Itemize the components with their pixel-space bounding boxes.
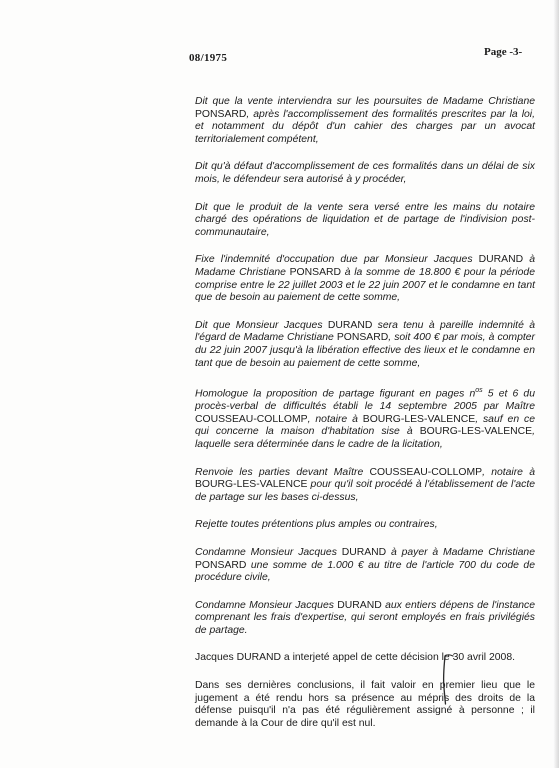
text-run: , laquelle sera déterminée dans le cadre de la licitation, xyxy=(195,426,535,450)
text-run: Dit que la vente interviendra sur les poursuites de Madame Christiane xyxy=(195,96,535,107)
paragraph-homologue-partage xyxy=(195,385,535,451)
paragraph-produit-vente xyxy=(195,202,535,240)
text-run: Fixe l'indemnité d'occupation due par Monsieur Jacques xyxy=(195,254,479,266)
place-name: BOURG-LES-VALENCE xyxy=(419,426,533,438)
paragraph-conclusions xyxy=(195,680,535,730)
paragraph-rejette xyxy=(195,519,535,532)
text-run: à payer à Madame Christiane xyxy=(386,546,535,558)
text-run: , notaire à xyxy=(307,413,363,425)
text-run: aux entiers dépens de l'instance comprenant les frais d'expertise, qui seront employés en frais privilégiés de partage. xyxy=(195,599,535,636)
superscript-os: os xyxy=(475,387,483,395)
text-run: pour qu'il soit procédé à l'établissement de l'acte de partage sur les bases ci-dessus, xyxy=(195,479,535,503)
name-durand: DURAND xyxy=(327,319,373,331)
name-notaire: COUSSEAU-COLLOMP xyxy=(195,413,308,425)
text-run: Jacques DURAND a interjeté appel de cette décision le 30 avril 2008. xyxy=(195,652,515,664)
text-run: Dans ses dernières conclusions, il fait valoir en premier lieu que le jugement a été rendu hors sa présence au mépris des droits de la défense puisqu'il n'a pas été régulièrement assigné à personne ; il demande à la Cour de dire qu'il est nul. xyxy=(195,680,535,729)
name-ponsard: PONSARD xyxy=(289,266,342,278)
paragraph-appel xyxy=(195,652,535,665)
text-run: une somme de 1.000 € au titre de l'article 700 du code de procédure civile, xyxy=(195,559,535,584)
text-run: 5 et 6 du procès-verbal de difficultés établi le 14 septembre 2005 par Maître xyxy=(195,388,535,413)
text-run: Dit que Monsieur Jacques xyxy=(195,319,328,331)
paragraph-defaut-formalites xyxy=(195,161,535,186)
name-durand: DURAND xyxy=(478,254,524,266)
text-run: , notaire à xyxy=(482,466,535,478)
page-number-label: Page -3- xyxy=(484,46,523,58)
paragraph-pareille-indemnite xyxy=(195,320,535,370)
document-reference-number: 08/1975 xyxy=(189,52,228,64)
text-run: Rejette toutes prétentions plus amples ou contraires, xyxy=(195,519,438,531)
paragraph-vente-poursuites xyxy=(195,96,535,146)
place-name: BOURG-LES-VALENCE xyxy=(195,479,308,491)
text-run: Dit que le produit de la vente sera versé entre les mains du notaire chargé des opérations de liquidation et de partage de l'indivision post-communautaire, xyxy=(195,201,535,238)
name-ponsard: PONSARD xyxy=(195,108,247,120)
name-notaire: COUSSEAU-COLLOMP xyxy=(369,466,483,478)
text-run: Dit qu'à défaut d'accomplissement de ces formalités dans un délai de six mois, le défendeur sera autorisé à y procéder, xyxy=(195,161,535,185)
text-run: , sauf en ce qui concerne la maison d'habitation sise à xyxy=(195,413,535,438)
name-ponsard: PONSARD xyxy=(195,559,247,571)
judgment-text-body xyxy=(195,96,535,745)
text-run: sera tenu à pareille indemnité à l'égard de Madame Christiane xyxy=(195,319,535,344)
paragraph-condamne-article-700 xyxy=(195,547,535,585)
text-run: Condamne Monsieur Jacques xyxy=(195,599,338,611)
name-durand: DURAND xyxy=(337,599,382,611)
text-run: à Madame Christiane xyxy=(195,254,535,278)
paragraph-renvoie-parties xyxy=(195,467,535,505)
text-run: Renvoie les parties devant Maître xyxy=(195,466,370,478)
text-run: à la somme de 18.800 € pour la période comprise entre le 22 juillet 2003 et le 22 juin 2007 et le condamne en tant que de besoin au paiement de cette somme, xyxy=(195,266,535,304)
paragraph-indemnite-occupation xyxy=(195,254,535,304)
paragraph-condamne-depens xyxy=(195,600,535,638)
place-name: BOURG-LES-VALENCE xyxy=(362,413,476,425)
text-run: , soit 400 € par mois, à compter du 22 juin 2007 jusqu'à la libération effective des lieux et le condamne en tant que de besoin au paiement de cette somme, xyxy=(195,332,535,369)
name-durand: DURAND xyxy=(341,546,387,558)
handwritten-initial-mark-icon xyxy=(438,652,458,706)
scan-edge-shadow xyxy=(553,0,559,768)
name-ponsard: PONSARD xyxy=(336,332,389,344)
text-run: Condamne Monsieur Jacques xyxy=(195,546,342,558)
text-run: , après l'accomplissement des formalités prescrites par la loi, et notamment du dépôt d'un cahier des charges par un avocat territorialement compétent, xyxy=(195,108,535,145)
text-run: Homologue la proposition de partage figurant en pages n xyxy=(195,388,476,400)
